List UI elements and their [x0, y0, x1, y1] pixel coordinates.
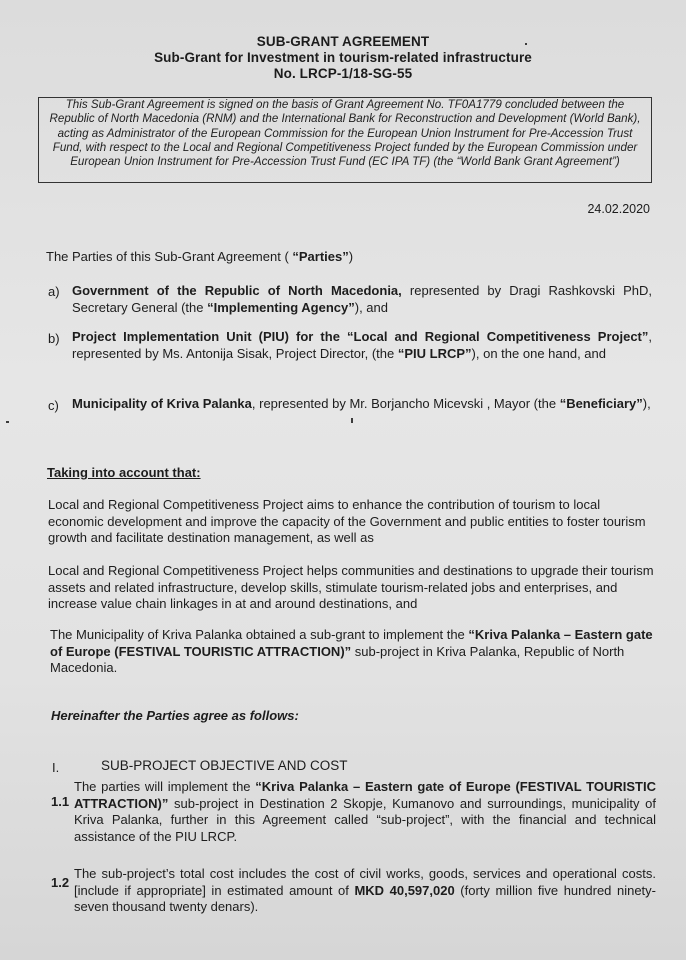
party-b: Project Implementation Unit (PIU) for the “Local and Regional Competitiveness Project”, represented by Ms. Antonija Sisak, Project Director, (the “PIU LRCP”), on the one hand, and [72, 329, 652, 361]
recital-1: Local and Regional Competitiveness Project aims to enhance the contribution of tourism to local economic development and improve the capacity of the Government and public entities to foster tourism growth and facilitate destination management, as well as [48, 497, 646, 545]
recital-2: Local and Regional Competitiveness Project helps communities and destinations to upgrade their tourism assets and related infrastructure, develop skills, stimulate tourism-related jobs and enterprises, and increase value chain linkages in at and around destinations, and [48, 563, 654, 611]
agreement-subtitle: Sub-Grant for Investment in tourism-related infrastructure [154, 50, 532, 65]
party-b-label: b) [48, 331, 60, 346]
agreement-number: No. LRCP-1/18-SG-55 [273, 66, 413, 81]
agreement-date: 24.02.2020 [587, 202, 650, 216]
scan-speck [6, 421, 9, 423]
party-c-label: c) [48, 398, 59, 413]
section-1-title: SUB-PROJECT OBJECTIVE AND COST [101, 758, 348, 773]
scan-speck [525, 43, 527, 45]
parties-intro: The Parties of this Sub-Grant Agreement ( “Parties”) [46, 249, 354, 264]
recital-3: The Municipality of Kriva Palanka obtained a sub-grant to implement the “Kriva Palanka – Eastern gate of Europe (FESTIVAL TOURISTIC ATTRACTION)” sub-project in Kriva Palanka, Republic of North Macedonia. [50, 627, 653, 675]
legal-basis-box [38, 97, 652, 183]
taking-into-account-heading: Taking into account that: [47, 465, 201, 480]
party-a: Government of the Republic of North Macedonia, represented by Dragi Rashkovski PhD, Secretary General (the “Implementing Agency”), and [72, 283, 652, 315]
agreement-title: SUB-GRANT AGREEMENT [256, 34, 430, 49]
party-c: Municipality of Kriva Palanka, represented by Mr. Borjancho Micevski , Mayor (the “Beneficiary”), [72, 396, 651, 411]
hereinafter-heading: Hereinafter the Parties agree as follows: [51, 708, 299, 723]
legal-basis-text: This Sub-Grant Agreement is signed on the basis of Grant Agreement No. TF0A1779 concluded between the Republic of North Macedonia (RNM) and the International Bank for Reconstruction and Development (World Bank), acting as Administrator of the European Commission for the European Union Instrument for Pre-Accession Trust Fund, with respect to the Local and Regional Competitiveness Project funded by the European Commission under European Union Instrument for Pre-Accession Trust Fund (EC IPA TF) (the “World Bank Grant Agreement”) [49, 98, 641, 169]
clause-1-1-number: 1.1 [51, 794, 70, 809]
clause-1-2-number: 1.2 [51, 875, 70, 890]
clause-1-1: The parties will implement the “Kriva Palanka – Eastern gate of Europe (FESTIVAL TOURISTIC ATTRACTION)” sub-project in Destination 2 Skopje, Kumanovo and surroundings, municipality of Kriva Palanka, further in this Agreement called “sub-project”, with the financial and technical assistance of the PIU LRCP. [74, 779, 656, 844]
scan-speck [351, 418, 353, 423]
section-1-number: I. [52, 760, 60, 775]
clause-1-2: The sub-project’s total cost includes the cost of civil works, goods, services and operational costs. [include if appropriate] in estimated amount of MKD 40,597,020 (forty million five hundred ninety-seven thousand twenty denars). [74, 866, 656, 914]
party-a-label: a) [48, 284, 60, 299]
